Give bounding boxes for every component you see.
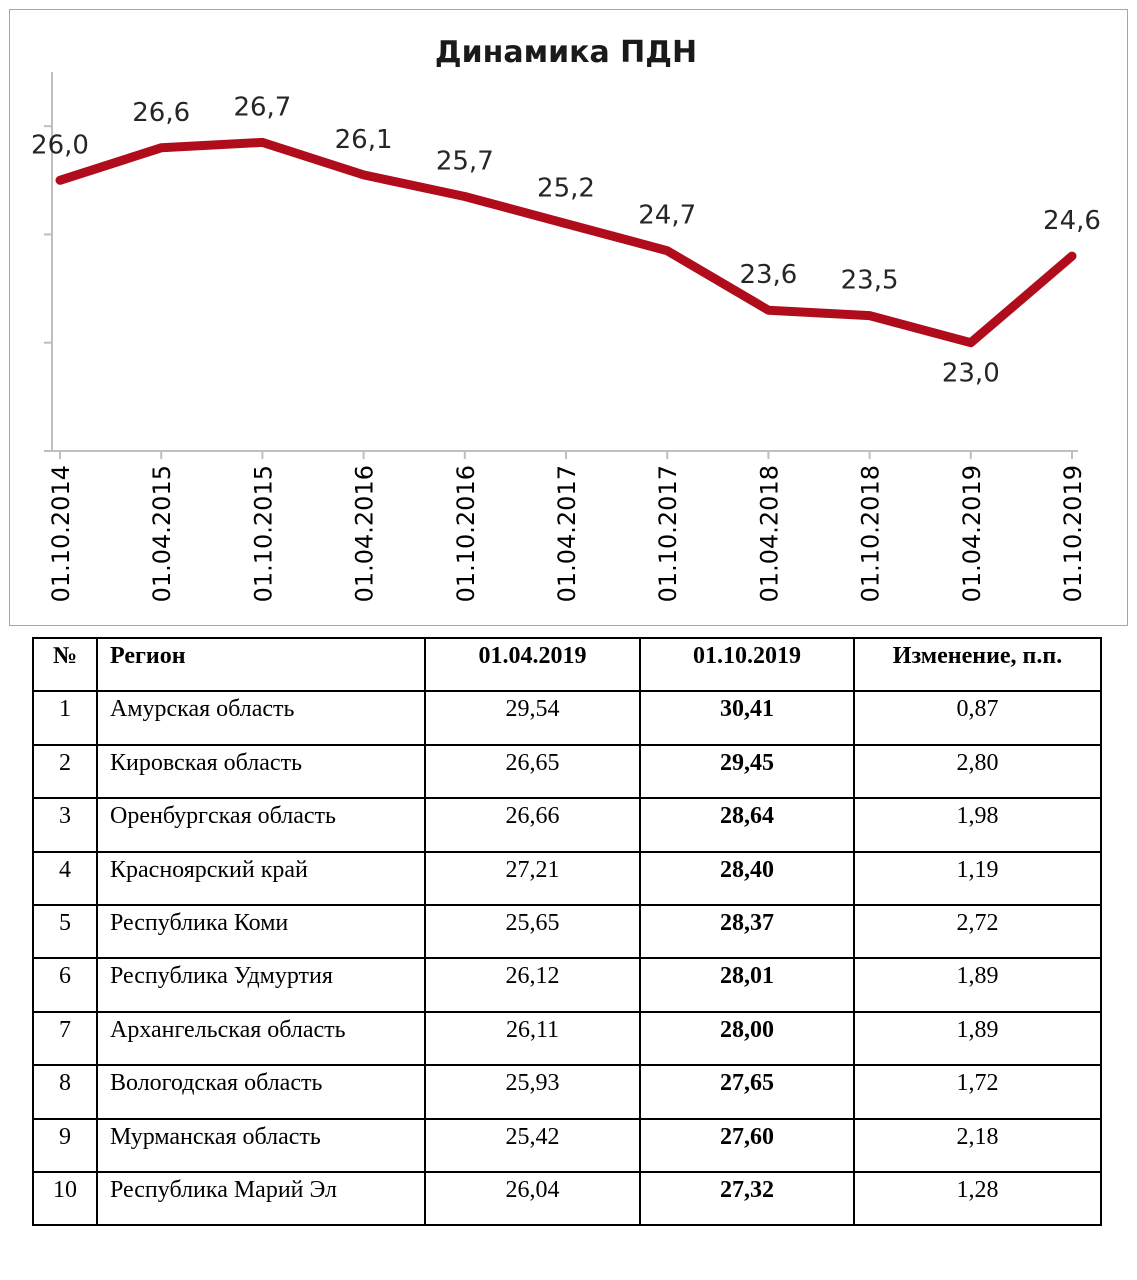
table-row — [33, 691, 1101, 744]
cell-num: 4 — [33, 852, 97, 905]
cell-date-2: 30,41 — [640, 691, 854, 744]
data-label: 25,2 — [537, 173, 595, 204]
x-tick-label: 01.04.2017 — [553, 465, 581, 603]
cell-region: Архангельская область — [97, 1012, 425, 1065]
y-axis-ticks — [44, 126, 52, 451]
cell-date-2: 27,32 — [640, 1172, 854, 1225]
data-labels — [31, 92, 1101, 388]
table-row — [33, 958, 1101, 1011]
cell-date-1: 25,42 — [425, 1119, 640, 1172]
cell-date-2: 27,65 — [640, 1065, 854, 1118]
table-row — [33, 1012, 1101, 1065]
data-label: 26,6 — [132, 97, 191, 128]
table-row — [33, 1119, 1101, 1172]
header-change: Изменение, п.п. — [854, 638, 1101, 691]
cell-region: Республика Коми — [97, 905, 425, 958]
cell-change: 1,89 — [854, 958, 1101, 1011]
cell-region: Оренбургская область — [97, 798, 425, 851]
header-date-2: 01.10.2019 — [640, 638, 854, 691]
cell-date-1: 26,04 — [425, 1172, 640, 1225]
cell-region: Амурская область — [97, 691, 425, 744]
cell-num: 1 — [33, 691, 97, 744]
chart-title: Динамика ПДН — [434, 35, 698, 70]
cell-num: 8 — [33, 1065, 97, 1118]
x-axis-ticks — [60, 451, 1072, 459]
cell-num: 2 — [33, 745, 97, 798]
cell-date-2: 28,40 — [640, 852, 854, 905]
cell-num: 5 — [33, 905, 97, 958]
series-line — [60, 142, 1072, 342]
cell-region: Кировская область — [97, 745, 425, 798]
data-label: 25,7 — [435, 146, 494, 177]
cell-date-2: 29,45 — [640, 745, 854, 798]
cell-change: 1,28 — [854, 1172, 1101, 1225]
cell-num: 10 — [33, 1172, 97, 1225]
cell-change: 2,18 — [854, 1119, 1101, 1172]
cell-change: 1,19 — [854, 852, 1101, 905]
cell-date-1: 25,65 — [425, 905, 640, 958]
cell-date-1: 26,65 — [425, 745, 640, 798]
cell-date-2: 28,01 — [640, 958, 854, 1011]
x-tick-label: 01.04.2019 — [957, 465, 986, 603]
table-row — [33, 1065, 1101, 1118]
table-row — [33, 745, 1101, 798]
cell-date-1: 27,21 — [425, 852, 640, 905]
data-label: 23,6 — [739, 260, 798, 291]
data-label: 24,7 — [638, 200, 697, 231]
header-num: № — [33, 638, 97, 691]
cell-change: 1,98 — [854, 798, 1101, 851]
data-label: 24,6 — [1043, 206, 1101, 237]
cell-change: 2,80 — [854, 745, 1101, 798]
x-tick-label: 01.04.2018 — [755, 465, 784, 603]
regions-table — [32, 637, 1102, 1226]
cell-date-2: 28,64 — [640, 798, 854, 851]
x-tick-label: 01.10.2017 — [654, 465, 683, 603]
cell-change: 1,72 — [854, 1065, 1101, 1118]
cell-num: 3 — [33, 798, 97, 851]
table-row — [33, 798, 1101, 851]
chart-container — [9, 9, 1128, 626]
cell-region: Красноярский край — [97, 852, 425, 905]
table-row — [33, 1172, 1101, 1225]
data-label: 26,1 — [334, 124, 393, 155]
x-tick-label: 01.04.2016 — [350, 465, 379, 603]
cell-change: 1,89 — [854, 1012, 1101, 1065]
x-tick-label: 01.10.2015 — [249, 465, 278, 603]
cell-num: 7 — [33, 1012, 97, 1065]
x-tick-label: 01.10.2016 — [451, 465, 480, 603]
data-label: 26,7 — [233, 92, 292, 123]
cell-change: 0,87 — [854, 691, 1101, 744]
cell-date-1: 29,54 — [425, 691, 640, 744]
x-tick-label: 01.10.2019 — [1059, 465, 1087, 603]
x-tick-labels — [47, 465, 1087, 602]
cell-date-1: 26,66 — [425, 798, 640, 851]
table-header-row — [33, 638, 1101, 691]
cell-region: Мурманская область — [97, 1119, 425, 1172]
cell-date-1: 25,93 — [425, 1065, 640, 1118]
cell-num: 6 — [33, 958, 97, 1011]
x-tick-label: 01.10.2018 — [856, 465, 885, 603]
cell-num: 9 — [33, 1119, 97, 1172]
table-row — [33, 852, 1101, 905]
line-chart — [10, 10, 1129, 627]
chart-axes — [52, 72, 1078, 451]
cell-region: Республика Удмуртия — [97, 958, 425, 1011]
cell-region: Республика Марий Эл — [97, 1172, 425, 1225]
cell-date-1: 26,12 — [425, 958, 640, 1011]
data-label: 23,5 — [840, 265, 899, 296]
data-label: 23,0 — [941, 358, 1000, 389]
x-tick-label: 01.04.2015 — [148, 465, 177, 603]
cell-date-1: 26,11 — [425, 1012, 640, 1065]
cell-region: Вологодская область — [97, 1065, 425, 1118]
cell-date-2: 28,00 — [640, 1012, 854, 1065]
cell-change: 2,72 — [854, 905, 1101, 958]
table-row — [33, 905, 1101, 958]
header-region: Регион — [97, 638, 425, 691]
header-date-1: 01.04.2019 — [425, 638, 640, 691]
x-tick-label: 01.10.2014 — [47, 465, 75, 603]
cell-date-2: 28,37 — [640, 905, 854, 958]
data-label: 26,0 — [31, 130, 89, 161]
cell-date-2: 27,60 — [640, 1119, 854, 1172]
